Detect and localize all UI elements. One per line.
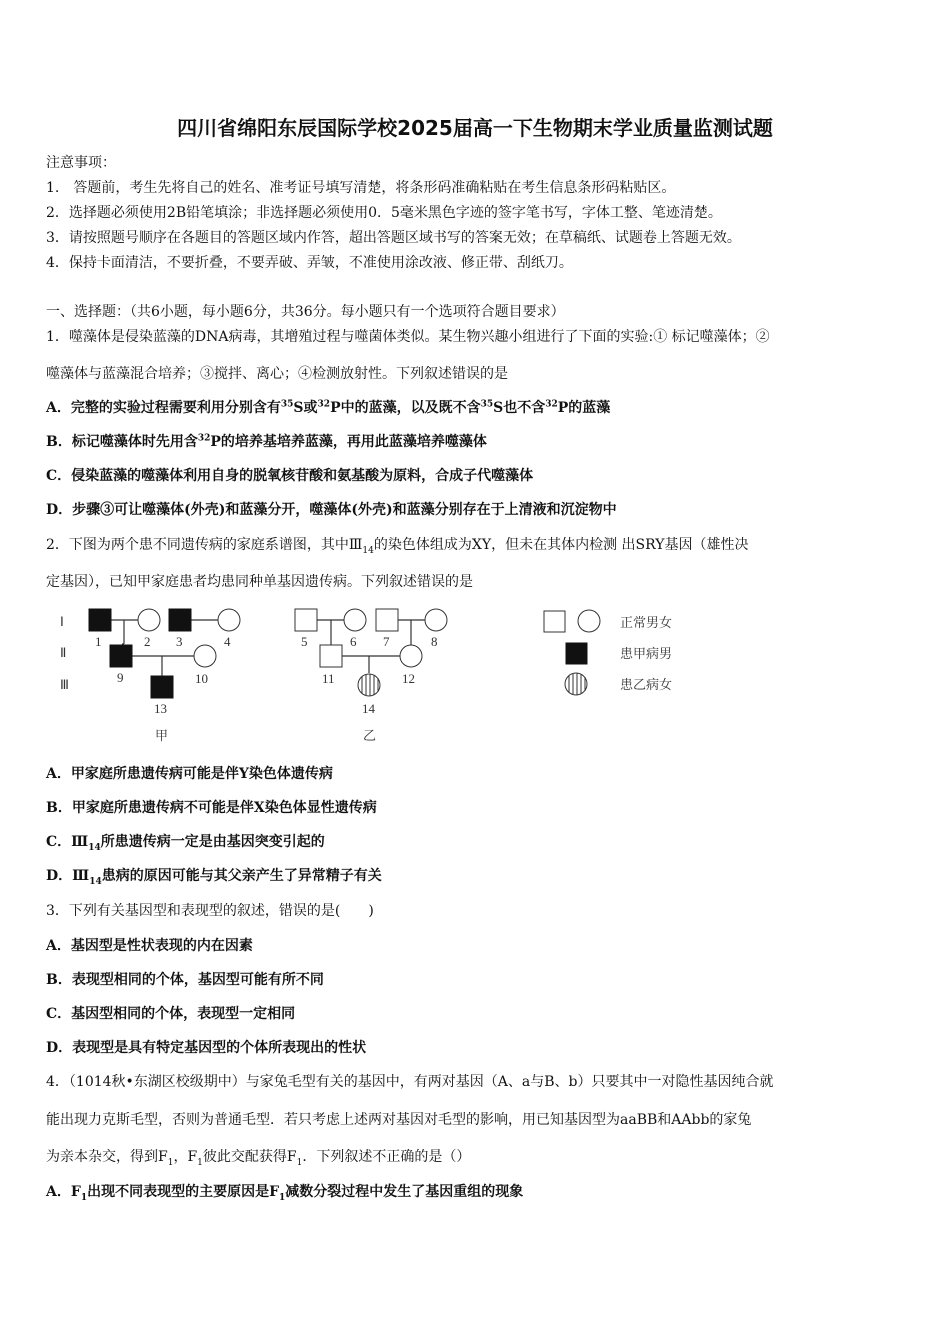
legend-label: 正常男女 bbox=[620, 615, 673, 630]
individual-5-male bbox=[295, 609, 317, 631]
notice-item: 3．请按照题号顺序在各题目的答题区域内作答，超出答题区域书写的答案无效；在草稿纸、试题卷上答题无效。 bbox=[46, 230, 741, 246]
q1-stem: 1．噬藻体是侵染蓝藻的DNA病毒，其增殖过程与噬菌体类似。某生物兴趣小组进行了下面的实验:① 标记噬藻体；② bbox=[46, 329, 770, 345]
individual-3-affected-male bbox=[169, 609, 191, 631]
gen-label: Ⅲ bbox=[60, 677, 69, 692]
legend-normal-female-icon bbox=[578, 610, 600, 632]
legend-normal-male-icon bbox=[544, 611, 565, 632]
individual-10-female bbox=[194, 645, 216, 667]
individual-14-affected-female bbox=[358, 674, 380, 696]
notice-heading: 注意事项： bbox=[46, 155, 116, 171]
individual-label: 3 bbox=[176, 634, 183, 649]
q2-option-a: A．甲家庭所患遗传病可能是伴Y染色体遗传病 bbox=[46, 766, 333, 782]
individual-6-female bbox=[344, 609, 366, 631]
individual-label: 8 bbox=[431, 634, 438, 649]
legend-affected-male-icon bbox=[566, 643, 587, 664]
individual-label: 2 bbox=[144, 634, 151, 649]
individual-label: 1 bbox=[95, 634, 102, 649]
q3-option-d: D．表现型是具有特定基因型的个体所表现出的性状 bbox=[46, 1040, 367, 1056]
q1-stem-cont: 噬藻体与蓝藻混合培养；③搅拌、离心；④检测放射性。下列叙述错误的是 bbox=[46, 366, 508, 382]
individual-label: 10 bbox=[195, 671, 208, 686]
individual-label: 5 bbox=[301, 634, 308, 649]
q2-option-b: B．甲家庭所患遗传病不可能是伴X染色体显性遗传病 bbox=[46, 800, 377, 816]
q3-option-c: C．基因型相同的个体，表现型一定相同 bbox=[46, 1006, 296, 1022]
gen-label: Ⅰ bbox=[60, 614, 64, 629]
individual-12-female bbox=[400, 645, 422, 667]
section-heading: 一、选择题：（共6小题，每小题6分，共36分。每小题只有一个选项符合题目要求） bbox=[46, 304, 565, 320]
individual-4-female bbox=[218, 609, 240, 631]
individual-9-affected-male bbox=[110, 645, 132, 667]
pedigree-figure bbox=[46, 600, 746, 750]
individual-8-female bbox=[425, 609, 447, 631]
q1-option-c: C．侵染蓝藻的噬藻体利用自身的脱氧核苷酸和氨基酸为原料，合成子代噬藻体 bbox=[46, 468, 534, 484]
page-title: 四川省绵阳东辰国际学校2025届高一下生物期末学业质量监测试题 bbox=[177, 116, 773, 140]
q3-option-b: B．表现型相同的个体，基因型可能有所不同 bbox=[46, 972, 324, 988]
individual-label: 12 bbox=[402, 671, 415, 686]
individual-13-affected-male bbox=[151, 676, 173, 698]
individual-7-male bbox=[376, 609, 398, 631]
individual-11-male bbox=[320, 645, 342, 667]
individual-label: 7 bbox=[383, 634, 390, 649]
q4-stem-cont: 能出现力克斯毛型，否则为普通毛型．若只考虑上述两对基因对毛型的影响，用已知基因型为aaBB和AAbb的家兔 bbox=[46, 1112, 752, 1128]
notice-item: 4．保持卡面清洁，不要折叠，不要弄破、弄皱，不准使用涂改液、修正带、刮纸刀。 bbox=[46, 255, 573, 271]
individual-label: 11 bbox=[322, 671, 335, 686]
legend-label: 患甲病男 bbox=[620, 646, 673, 661]
q1-option-a: A．完整的实验过程需要利用分别含有$^{35}$S或$^{32}$P中的蓝藻，以及既不含$^{35}$S也不含$^{32}$P的蓝藻 bbox=[46, 399, 611, 416]
q2-stem: 2．下图为两个患不同遗传病的家庭系谱图，其中$Ⅲ_{14}$的染色体组成为XY，但未在其体内检测 出SRY基因（雄性决 bbox=[46, 537, 749, 556]
individual-label: 14 bbox=[362, 701, 375, 716]
legend-affected-female-icon bbox=[565, 673, 587, 695]
q4-stem-cont: 为亲本杂交，得到$F_1$，$F_1$彼此交配获得$F_1$．下列叙述不正确的是（） bbox=[46, 1149, 471, 1168]
individual-label: 4 bbox=[224, 634, 231, 649]
q2-option-c: C．$Ⅲ_{14}$所患遗传病一定是由基因突变引起的 bbox=[46, 834, 325, 853]
individual-2-female bbox=[138, 609, 160, 631]
individual-label: 13 bbox=[154, 701, 167, 716]
individual-1-affected-male bbox=[89, 609, 111, 631]
legend-label: 患乙病女 bbox=[620, 677, 673, 692]
gen-label: Ⅱ bbox=[60, 645, 67, 660]
q1-option-b: B．标记噬藻体时先用含$^{32}$P的培养基培养蓝藻，再用此蓝藻培养噬藻体 bbox=[46, 433, 487, 450]
q1-option-d: D．步骤③可让噬藻体(外壳)和蓝藻分开，噬藻体(外壳)和蓝藻分别存在于上清液和沉淀物中 bbox=[46, 502, 617, 518]
q2-option-d: D．$Ⅲ_{14}$患病的原因可能与其父亲产生了异常精子有关 bbox=[46, 868, 382, 887]
q3-stem: 3．下列有关基因型和表现型的叙述，错误的是( ) bbox=[46, 903, 374, 919]
q2-stem-cont: 定基因），已知甲家庭患者均患同种单基因遗传病。下列叙述错误的是 bbox=[46, 574, 473, 590]
q4-option-a: A．$F_1$出现不同表现型的主要原因是$F_1$减数分裂过程中发生了基因重组的现象 bbox=[46, 1184, 524, 1203]
q4-stem: 4．（1014秋•东湖区校级期中）与家兔毛型有关的基因中，有两对基因（A、a与B、b）只要其中一对隐性基因纯合就 bbox=[46, 1074, 774, 1090]
notice-item: 1. 答题前，考生先将自己的姓名、准考证号填写清楚，将条形码准确粘贴在考生信息条形码粘贴区。 bbox=[46, 180, 676, 196]
individual-label: 6 bbox=[350, 634, 357, 649]
family-label: 乙 bbox=[363, 728, 377, 743]
notice-item: 2．选择题必须使用2B铅笔填涂；非选择题必须使用0．5毫米黑色字迹的签字笔书写，字体工整、笔迹清楚。 bbox=[46, 205, 722, 221]
q3-option-a: A．基因型是性状表现的内在因素 bbox=[46, 938, 253, 954]
individual-label: 9 bbox=[117, 670, 124, 685]
family-label: 甲 bbox=[155, 728, 169, 743]
